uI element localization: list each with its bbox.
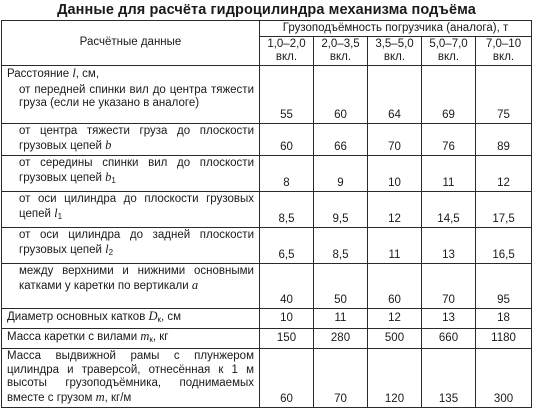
row-label: от оси цилиндра до плоскости грузовых цепей $l_1$ bbox=[2, 192, 260, 228]
table-cell: 6,5 bbox=[260, 228, 314, 264]
table-cell: 60 bbox=[260, 124, 314, 156]
column-header: 5,0–7,0 вкл. bbox=[422, 37, 476, 66]
table-cell: 18 bbox=[476, 309, 532, 329]
row-label: от оси цилиндра до задней плоскости грузовых цепей $l_2$ bbox=[2, 228, 260, 264]
table-cell: 120 bbox=[368, 349, 422, 408]
row-label: между верхними и нижними основными катками у каретки по вертикали a bbox=[2, 264, 260, 309]
table-cell: 300 bbox=[476, 349, 532, 408]
table-cell: 8,5 bbox=[260, 192, 314, 228]
table-cell: 60 bbox=[260, 349, 314, 408]
row-label: Масса каретки с вилами $m_к$, кг bbox=[2, 329, 260, 349]
table-cell: 60 bbox=[368, 264, 422, 309]
table-cell: 14,5 bbox=[422, 192, 476, 228]
table-cell: 95 bbox=[476, 264, 532, 309]
table-cell: 1180 bbox=[476, 329, 532, 349]
table-cell: 17,5 bbox=[476, 192, 532, 228]
table-cell: 76 bbox=[422, 124, 476, 156]
row-label-header: Расчётные данные bbox=[2, 21, 260, 66]
table-cell: 64 bbox=[368, 66, 422, 124]
table-cell: 40 bbox=[260, 264, 314, 309]
column-header: 3,5–5,0 вкл. bbox=[368, 37, 422, 66]
table-row bbox=[2, 264, 532, 309]
row-label: Масса выдвижной рамы с плунжером цилиндра и траверсой, отнесённая к 1 м высоты грузоподъёмника, поднимаемых вместе с грузом m, кг/м bbox=[2, 349, 260, 408]
table-cell: 12 bbox=[476, 156, 532, 192]
table-cell: 8 bbox=[260, 156, 314, 192]
table-cell: 13 bbox=[422, 309, 476, 329]
table-cell: 70 bbox=[368, 124, 422, 156]
table-cell: 70 bbox=[314, 349, 368, 408]
table-cell: 11 bbox=[314, 309, 368, 329]
table-cell: 12 bbox=[368, 192, 422, 228]
table-cell: 280 bbox=[314, 329, 368, 349]
table-row bbox=[2, 228, 532, 264]
column-header: 2,0–3,5 вкл. bbox=[314, 37, 368, 66]
table-cell: 8,5 bbox=[314, 228, 368, 264]
table-cell: 16,5 bbox=[476, 228, 532, 264]
table-row bbox=[2, 192, 532, 228]
table-cell: 135 bbox=[422, 349, 476, 408]
column-header: 7,0–10 вкл. bbox=[476, 37, 532, 66]
table-cell: 9,5 bbox=[314, 192, 368, 228]
table-cell: 50 bbox=[314, 264, 368, 309]
capacity-group-header: Грузоподъёмность погрузчика (аналога), т bbox=[260, 21, 532, 37]
table-cell: 89 bbox=[476, 124, 532, 156]
table-row bbox=[2, 349, 532, 408]
table-cell: 12 bbox=[368, 309, 422, 329]
table-row bbox=[2, 124, 532, 156]
row-label: Расстояние l, см, от передней спинки вил до центра тяжести груза (если не указано в аналоге) bbox=[2, 66, 260, 124]
table-cell: 10 bbox=[260, 309, 314, 329]
table-cell: 660 bbox=[422, 329, 476, 349]
table-row bbox=[2, 329, 532, 349]
table-cell: 75 bbox=[476, 66, 532, 124]
table-row bbox=[2, 66, 532, 124]
table-cell: 66 bbox=[314, 124, 368, 156]
table-cell: 500 bbox=[368, 329, 422, 349]
table-cell: 13 bbox=[422, 228, 476, 264]
table-cell: 9 bbox=[314, 156, 368, 192]
row-label: от середины спинки вил до плоскости грузовых цепей $b_1$ bbox=[2, 156, 260, 192]
table-cell: 60 bbox=[314, 66, 368, 124]
table-cell: 11 bbox=[422, 156, 476, 192]
table-cell: 55 bbox=[260, 66, 314, 124]
table-cell: 150 bbox=[260, 329, 314, 349]
table-cell: 70 bbox=[422, 264, 476, 309]
row-label: Диаметр основных катков $D_к$, см bbox=[2, 309, 260, 329]
table-cell: 10 bbox=[368, 156, 422, 192]
table-cell: 11 bbox=[368, 228, 422, 264]
data-table bbox=[1, 20, 532, 408]
table-cell: 69 bbox=[422, 66, 476, 124]
column-header: 1,0–2,0 вкл. bbox=[260, 37, 314, 66]
row-label: от центра тяжести груза до плоскости грузовых цепей b bbox=[2, 124, 260, 156]
table-row bbox=[2, 156, 532, 192]
table-row bbox=[2, 309, 532, 329]
table-title: Данные для расчёта гидроцилиндра механизма подъёма bbox=[57, 2, 476, 18]
